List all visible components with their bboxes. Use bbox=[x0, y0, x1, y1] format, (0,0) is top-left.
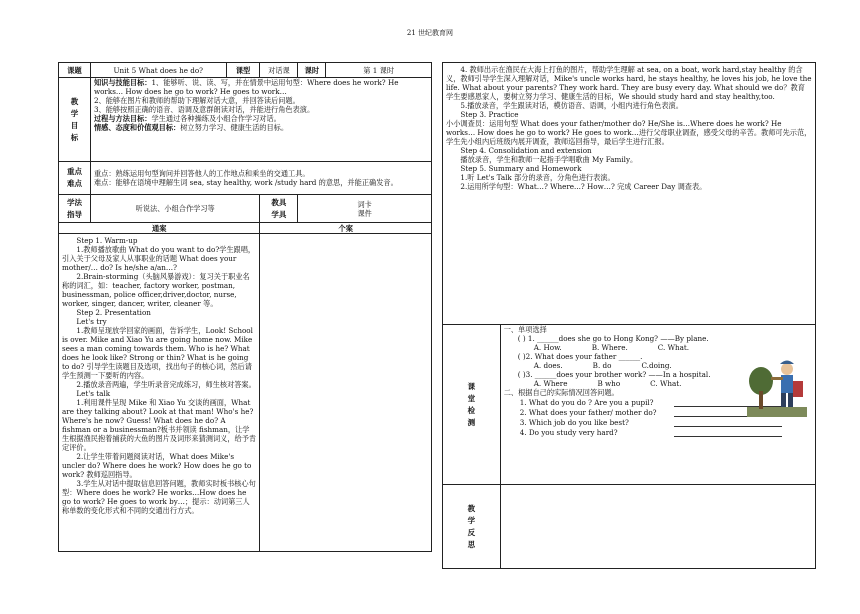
answer-row: 3. Which job do you like best? bbox=[504, 418, 812, 427]
question-3-options: A. Where B who C. What. bbox=[533, 379, 682, 388]
continued-plan-content bbox=[443, 63, 816, 325]
worker-illustration bbox=[747, 355, 807, 417]
emotion-title: 情感、态度和价值观目标： bbox=[93, 123, 181, 132]
exercise-label: 课 堂 检 测 bbox=[443, 325, 501, 485]
plan-line: Step 3. Practice bbox=[460, 110, 519, 119]
knowledge-title: 知识与技能目标： bbox=[93, 78, 152, 87]
reflection-content bbox=[500, 485, 815, 569]
common-plan-content bbox=[59, 234, 260, 552]
plan-line: 3.学生从对话中提取信息回答问题，教师实时板书核心句型：Where does he work? He works…How does he go to work? He goes to work by…；提示：动词第三人称单数的变化形式和不同的交通出行方式。 bbox=[62, 479, 256, 515]
answer-line bbox=[674, 429, 782, 437]
lesson-plan-left-table bbox=[58, 62, 432, 552]
section-1-title: 一、单项选择 bbox=[503, 325, 547, 334]
plan-line: Let's talk bbox=[76, 389, 111, 398]
personal-plan-header: 个案 bbox=[260, 223, 432, 234]
plan-line: 1.听 Let's Talk 部分的录音，分角色进行表演。 bbox=[460, 173, 615, 182]
plan-line: 2.运用所学句型：What…? Where...? How…? 完成 Career Day 调查表。 bbox=[460, 182, 707, 191]
keypoints-content bbox=[90, 162, 431, 195]
knowledge-1: 1、能够听、说、读、写，并在情景中运用句型：Where does he work? He works… How does he go to work? He goes to work… bbox=[93, 78, 399, 96]
method-label: 学法 指导 bbox=[59, 195, 91, 223]
personal-plan-content bbox=[260, 234, 432, 552]
question-2-options: A. does. B. do C.doing. bbox=[533, 361, 672, 370]
key-point: 重点：熟练运用句型询问并回答他人的工作地点和乘坐的交通工具。 bbox=[93, 169, 310, 178]
plan-line: Step 2. Presentation bbox=[76, 308, 151, 317]
plan-line: 2.Brain-storming（头脑风暴游戏）：复习关于职业名称的词汇，如：teacher, factory worker, postman, businessman, police officer,driver,doctor, nurse, worker, singer, dancer, writer, cleaner 等。 bbox=[62, 272, 250, 308]
plan-line: 1.利用课件呈现 Mike 和 Xiao Yu 交谈的画面，What are they talking about? Look at that man! Who's he? Where's he now? Guess! What does he do? A fishman or a businessman?板书并领读 fishman，让学生根据渔民抱着捕获的大鱼的图片及词形来猜测词义，给予肯定评价。 bbox=[62, 398, 257, 452]
plan-line: Let's try bbox=[76, 317, 107, 326]
plan-line: 2.播放录音两遍，学生听录音完成练习，师生核对答案。 bbox=[76, 380, 256, 389]
question-2: ( )2. What does your father ______. bbox=[517, 352, 643, 361]
common-plan-header: 通案 bbox=[59, 223, 260, 234]
tools-label: 教具 学具 bbox=[260, 195, 298, 223]
section-2-title: 二、根据自己的实际情况回答问题。 bbox=[503, 388, 619, 397]
plan-line: 1.教师呈现放学回家的画面，告诉学生，Look! School is over. Mike and Xiao Yu are going home now. Mike sees a man coming towards them. Who is he? What does he look like? Strong or thin? What is he going to do? 引导学生读题目及选项，找出句子的核心词，然后请学生预测一下要听的内容。 bbox=[62, 326, 253, 380]
question-1-options: A. How. B. Where. C. What. bbox=[533, 343, 690, 352]
plan-line: Step 4. Consolidation and extension bbox=[460, 146, 592, 155]
type-value: 对话课 bbox=[260, 63, 298, 78]
plan-line: 4. 教师出示在渔民在大海上打鱼的图片，帮助学生理解 at sea, on a boat, work hard,stay healthy 的含义，教师引导学生深入理解对话，Mike's uncle works hard, he stays healthy, he loves his job, he love the life. What about your parents? They work hard. They are busy every day. What should we do？教育学生要感恩家人，要树立努力学习、健康生活的目标，We should study hard and stay healthy,too. bbox=[446, 65, 812, 101]
process-title: 过程与方法目标： bbox=[93, 114, 152, 123]
plan-line: Step 5. Summary and Homework bbox=[460, 164, 582, 173]
topic-label: 课题 bbox=[59, 63, 91, 78]
tools-value: 词卡 课件 bbox=[298, 195, 432, 223]
answer-row: 1. What do you do ? Are you a pupil? bbox=[504, 398, 812, 407]
answer-row: 2. What does your father/ mother do? bbox=[504, 408, 812, 417]
hard-point: 难点：能够在语境中理解生词 sea, stay healthy, work /study hard 的意思，并能正确发音。 bbox=[93, 178, 398, 187]
period-value: 第 1 课时 bbox=[326, 63, 432, 78]
lesson-plan-right-table bbox=[442, 62, 816, 569]
reflection-label: 教 学 反 思 bbox=[443, 485, 501, 569]
knowledge-2: 2、能够在图片和教师的帮助下理解对话大意，并回答读后问题。 bbox=[93, 96, 300, 105]
keypoints-label: 重点 难点 bbox=[59, 162, 91, 195]
method-value: 听说法、小组合作学习等 bbox=[90, 195, 260, 223]
plan-line: Step 1. Warm-up bbox=[76, 236, 138, 245]
plan-line: 1.教师播放歌曲 What do you want to do?学生跟唱，引入关于父母及家人从事职业的话题 What does your mother/… do? Is he/she a/an…? bbox=[62, 245, 256, 272]
answer-row: 4. Do you study very hard? bbox=[504, 428, 812, 437]
plan-line: 播放录音，学生和教师一起指手学唱歌曲 My Family。 bbox=[460, 155, 638, 164]
goals-label: 教 学 目 标 bbox=[59, 78, 91, 162]
goals-content bbox=[90, 78, 431, 162]
period-label: 课时 bbox=[298, 63, 326, 78]
plan-line: 小小调查员：运用句型 What does your father/mother do? He/She is…Where does he work? He works… How does he go to work? He goes to work…进行父母职业调查，感受父母的辛苦。教师可先示范，学生先小组内后班级内展开调查，教师巡回指导，最后学生进行汇报。 bbox=[446, 119, 812, 146]
topic-value: Unit 5 What does he do? bbox=[90, 63, 226, 78]
emotion-text: 树立努力学习、健康生活的目标。 bbox=[180, 123, 289, 132]
type-label: 课型 bbox=[226, 63, 260, 78]
knowledge-3: 3、能够按照正确的语音、语调及意群朗读对话，并能进行角色表演。 bbox=[93, 105, 315, 114]
process-text: 学生通过各种操练及小组合作学习对话。 bbox=[151, 114, 281, 123]
question-1: ( ) 1. ______does she go to Hong Kong? ——By plane. bbox=[517, 334, 709, 343]
site-header: 21 世纪教育网 bbox=[406, 29, 454, 37]
answer-line bbox=[674, 419, 782, 427]
question-3: ( )3. ______does your brother work? ——In a hospital. bbox=[517, 370, 711, 379]
exercise-content bbox=[500, 325, 815, 485]
plan-line: 2.让学生带着问题阅读对话，What does Mike's uncler do? Where does he work? How does he go to work? 教师巡回指导。 bbox=[62, 452, 252, 479]
plan-line: 5.播放录音，学生跟读对话，模仿语音、语调，小组内进行角色表演。 bbox=[460, 101, 683, 110]
